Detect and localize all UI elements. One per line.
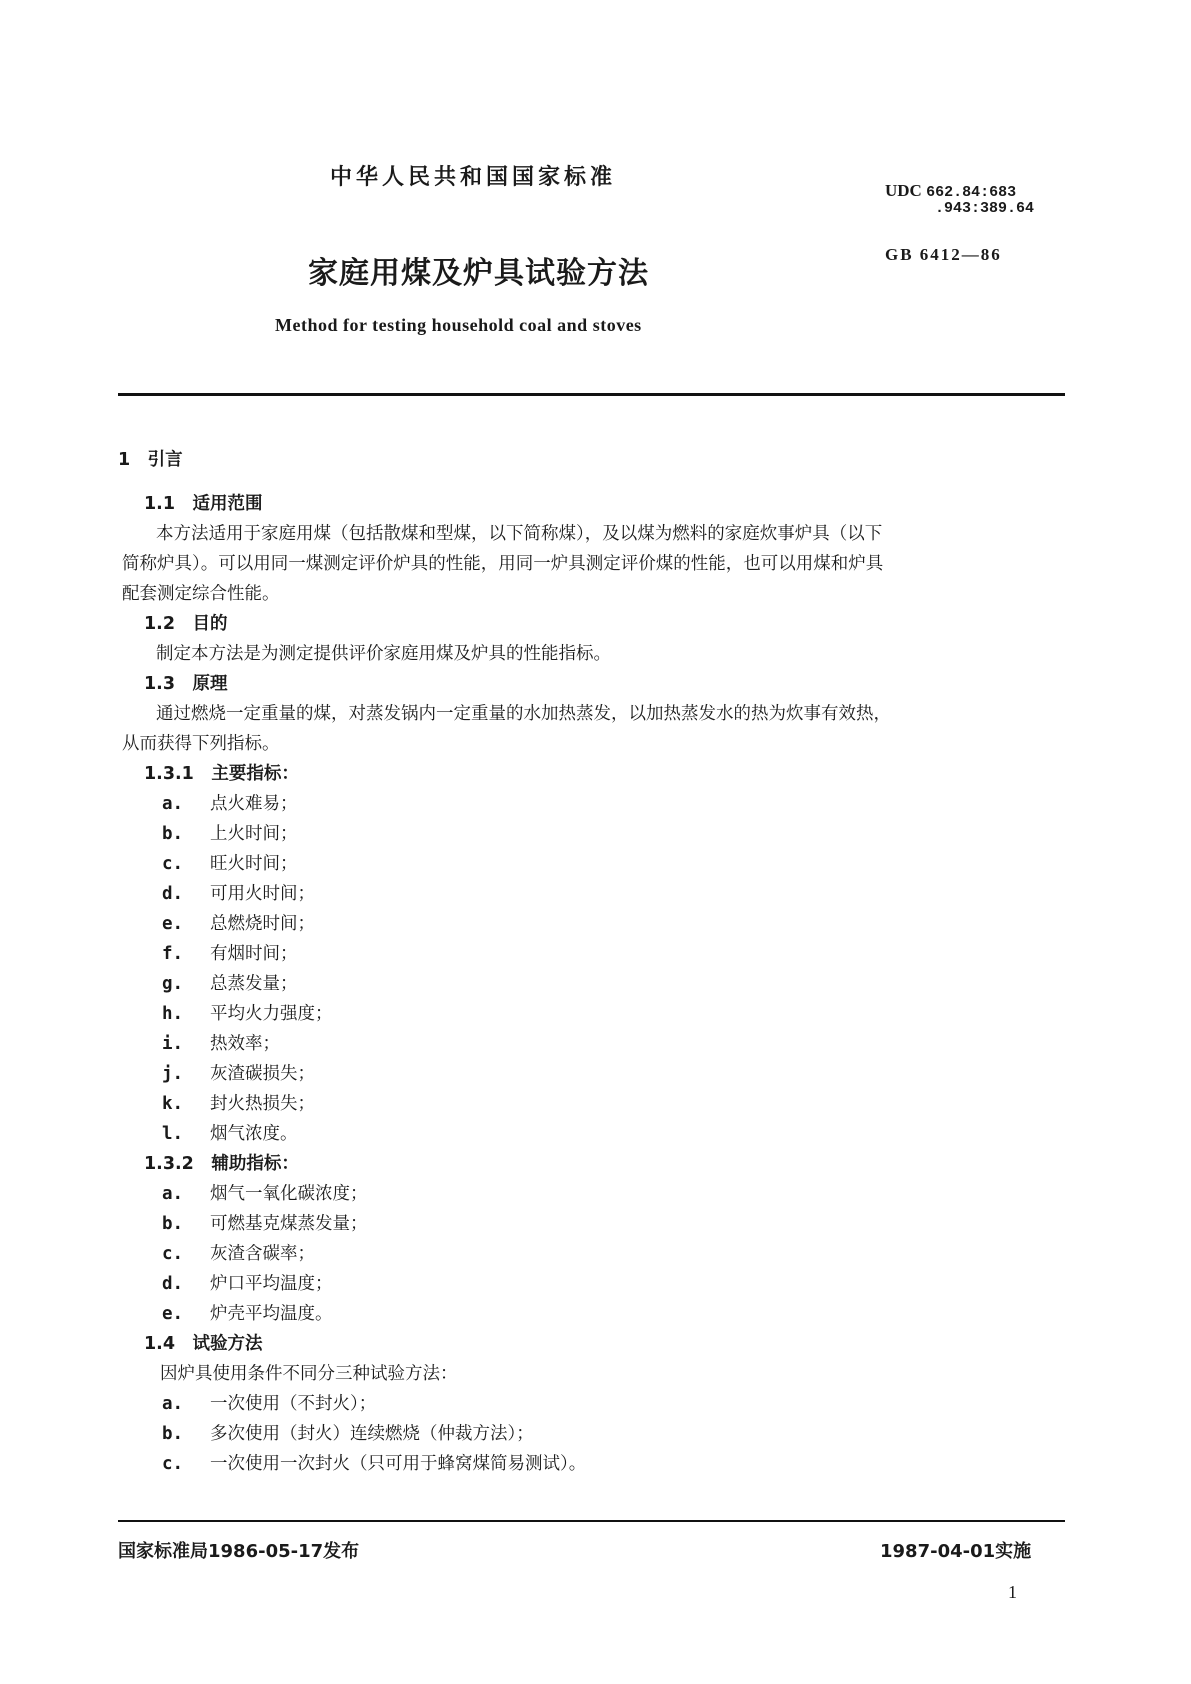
list-text: 总燃烧时间；	[210, 914, 315, 934]
document-title-en: Method for testing household coal and stoves	[275, 315, 642, 335]
document-title-cn: 家庭用煤及炉具试验方法	[308, 256, 649, 291]
list-text: 总蒸发量；	[210, 974, 298, 994]
udc-line-2: .943:389.64	[935, 200, 1035, 217]
paragraph-line: 从而获得下列指标。	[122, 734, 280, 754]
section-1-3-2-heading: 1.3.2 辅助指标：	[144, 1154, 299, 1174]
list-letter: c.	[162, 1454, 184, 1474]
list-item	[162, 1420, 534, 1445]
list-item	[162, 1000, 333, 1025]
list-item	[162, 1390, 376, 1415]
paragraph-line: 制定本方法是为测定提供评价家庭用煤及炉具的性能指标。	[156, 644, 611, 664]
list-letter: c.	[162, 1244, 184, 1264]
list-item	[162, 1450, 586, 1475]
list-text: 炉口平均温度；	[210, 1274, 333, 1294]
section-1-4-heading: 1.4 试验方法	[144, 1334, 263, 1354]
list-letter: a.	[162, 794, 184, 814]
list-item	[162, 880, 315, 905]
list-item	[162, 1030, 280, 1055]
section-1-3-1-heading: 1.3.1 主要指标：	[144, 764, 299, 784]
list-text: 封火热损失；	[210, 1094, 315, 1114]
list-item	[162, 1210, 368, 1235]
list-text: 灰渣含碳率；	[210, 1244, 315, 1264]
list-letter: c.	[162, 854, 184, 874]
section-1-3-heading: 1.3 原理	[144, 674, 228, 694]
list-letter: e.	[162, 914, 184, 934]
list-text: 烟气一氧化碳浓度；	[210, 1184, 368, 1204]
list-text: 烟气浓度。	[210, 1124, 298, 1144]
list-item	[162, 910, 315, 935]
list-letter: i.	[162, 1034, 184, 1054]
issue-date: 国家标准局1986-05-17发布	[118, 1541, 360, 1562]
header-divider	[118, 393, 1065, 396]
list-item	[162, 850, 298, 875]
list-text: 平均火力强度；	[210, 1004, 333, 1024]
list-letter: d.	[162, 884, 184, 904]
list-text: 一次使用一次封火（只可用于蜂窝煤简易测试）。	[210, 1454, 587, 1474]
list-letter: h.	[162, 1004, 184, 1024]
paragraph-line: 因炉具使用条件不同分三种试验方法：	[160, 1364, 458, 1384]
list-text: 可用火时间；	[210, 884, 315, 904]
national-standard-heading: 中华人民共和国国家标准	[330, 165, 617, 190]
udc-label: UDC	[885, 181, 922, 200]
paragraph-line: 配套测定综合性能。	[122, 584, 280, 604]
udc-code	[885, 182, 1016, 202]
list-letter: a.	[162, 1394, 184, 1414]
page-number: 1	[1008, 1582, 1017, 1602]
section-1-2-heading: 1.2 目的	[144, 614, 228, 634]
list-text: 旺火时间；	[210, 854, 298, 874]
list-letter: b.	[162, 824, 184, 844]
section-1-heading: 1 引言	[118, 450, 183, 470]
list-item	[162, 1240, 315, 1265]
list-item	[162, 1120, 298, 1145]
list-letter: b.	[162, 1214, 184, 1234]
list-text: 有烟时间；	[210, 944, 298, 964]
paragraph-line: 通过燃烧一定重量的煤，对蒸发锅内一定重量的水加热蒸发，以加热蒸发水的热为炊事有效热，	[156, 704, 891, 724]
effective-date: 1987-04-01实施	[880, 1541, 1032, 1562]
list-letter: b.	[162, 1424, 184, 1444]
udc-line-1: 662.84:683	[926, 184, 1017, 201]
gb-standard-number: GB 6412—86	[885, 245, 1002, 264]
list-text: 热效率；	[210, 1034, 280, 1054]
list-text: 多次使用（封火）连续燃烧（仲裁方法）；	[210, 1424, 534, 1444]
section-1-1-heading: 1.1 适用范围	[144, 494, 263, 514]
list-text: 炉壳平均温度。	[210, 1304, 333, 1324]
list-letter: l.	[162, 1124, 184, 1144]
list-item	[162, 1090, 315, 1115]
list-item	[162, 820, 298, 845]
list-item	[162, 940, 298, 965]
paragraph-line: 本方法适用于家庭用煤（包括散煤和型煤，以下简称煤），及以煤为燃料的家庭炊事炉具（以下	[156, 524, 883, 544]
list-text: 一次使用（不封火）；	[210, 1394, 377, 1414]
list-item	[162, 970, 298, 995]
list-item	[162, 1300, 333, 1325]
list-text: 可燃基克煤蒸发量；	[210, 1214, 368, 1234]
list-letter: a.	[162, 1184, 184, 1204]
list-letter: k.	[162, 1094, 184, 1114]
list-item	[162, 790, 298, 815]
list-item	[162, 1060, 315, 1085]
list-letter: j.	[162, 1064, 184, 1084]
list-letter: d.	[162, 1274, 184, 1294]
list-letter: g.	[162, 974, 184, 994]
list-item	[162, 1180, 368, 1205]
footer-divider	[118, 1520, 1065, 1522]
list-text: 灰渣碳损失；	[210, 1064, 315, 1084]
list-text: 点火难易；	[210, 794, 298, 814]
list-letter: f.	[162, 944, 184, 964]
list-text: 上火时间；	[210, 824, 298, 844]
paragraph-line: 简称炉具）。可以用同一煤测定评价炉具的性能，用同一炉具测定评价煤的性能，也可以用煤和炉具	[122, 554, 884, 574]
list-item	[162, 1270, 333, 1295]
list-letter: e.	[162, 1304, 184, 1324]
